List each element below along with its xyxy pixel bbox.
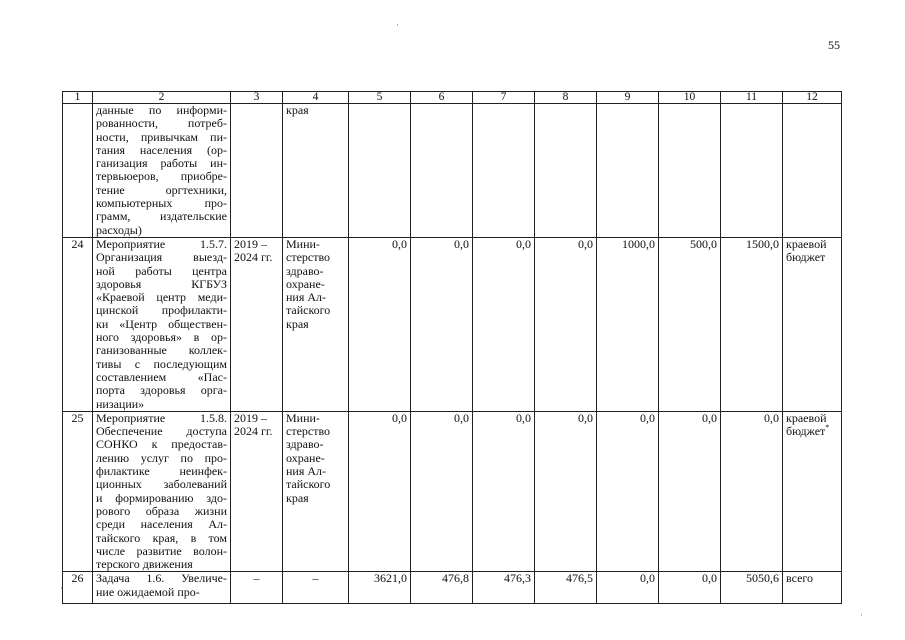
executor-cell-line: охране- (286, 276, 325, 291)
period-cell (231, 411, 283, 572)
column-header-9: 9 (597, 92, 659, 104)
period-cell-line: 2024 гг. (234, 250, 273, 265)
period-cell-line: 2019 – (234, 411, 267, 425)
period-cell-line: – (253, 571, 260, 586)
amount-cell-9: 1000,0 (597, 237, 659, 411)
scan-mark: · (60, 583, 63, 593)
activity-description-line: порта здоровья орга- (96, 383, 227, 398)
amount-cell-8: 476,5 (535, 572, 597, 604)
executor-cell-line: Мини- (286, 411, 320, 425)
activity-description-line: «Краевой центр меди- (96, 290, 227, 305)
amount-cell-11: 5050,6 (721, 572, 783, 604)
activity-description-line: рованности, потреб- (96, 116, 227, 131)
activity-description-line: Задача 1.6. Увеличе- (96, 571, 227, 586)
amount-cell-11: 0,0 (721, 411, 783, 572)
activity-description (93, 237, 231, 411)
funding-source-line: всего (786, 571, 814, 586)
activity-description-line: филактике неинфек- (96, 464, 227, 479)
column-header-11: 11 (721, 92, 783, 104)
funding-source (783, 572, 842, 604)
column-header-12: 12 (783, 92, 842, 104)
table-header-row (63, 92, 842, 104)
funding-source-line: краевой (786, 411, 827, 425)
executor-cell-line: тайского (286, 477, 331, 492)
amount-cell-7 (473, 104, 535, 238)
row-number: 26 (63, 572, 93, 604)
activity-description-line: лению услуг по про- (96, 450, 227, 465)
activity-description-line: среди населения Ал- (96, 517, 227, 532)
executor-cell-line: стерство (286, 424, 331, 439)
executor-cell-line: здраво- (286, 263, 324, 278)
amount-cell-6: 0,0 (411, 411, 473, 572)
table-row (63, 411, 842, 572)
amount-cell-10: 500,0 (659, 237, 721, 411)
table-row (63, 572, 842, 604)
amount-cell-9: 0,0 (597, 572, 659, 604)
column-header-3: 3 (231, 92, 283, 104)
amount-cell-10: 0,0 (659, 411, 721, 572)
period-cell-line: 2019 – (234, 237, 267, 251)
activity-description-line: составлением «Пас- (96, 369, 227, 384)
executor-cell (283, 104, 349, 238)
executor-cell-line: здраво- (286, 437, 324, 452)
activity-description-line: и формированию здо- (96, 490, 227, 505)
activity-description-line: грамм, издательские (96, 209, 227, 224)
activity-description-line: ганизация работы ин- (96, 156, 227, 171)
funding-source (783, 104, 842, 238)
activity-description-line: тервьюеров, приобре- (96, 169, 227, 184)
executor-cell (283, 411, 349, 572)
executor-cell (283, 237, 349, 411)
scan-mark: · (860, 610, 863, 620)
activity-description-line: цинской профилакти- (96, 303, 227, 318)
activity-description-line: Мероприятие 1.5.8. (96, 411, 227, 425)
activity-description-line: СОНКО к предостав- (96, 437, 227, 452)
activity-description (93, 572, 231, 604)
executor-cell-line: охране- (286, 450, 325, 465)
activity-description-line: тивы с последующим (96, 356, 227, 371)
column-header-10: 10 (659, 92, 721, 104)
amount-cell-7: 476,3 (473, 572, 535, 604)
activity-description-line: Обеспечение доступа (96, 424, 227, 439)
period-cell (231, 572, 283, 604)
funding-source (783, 411, 842, 572)
amount-cell-6: 0,0 (411, 237, 473, 411)
executor-cell-line: тайского (286, 303, 331, 318)
activity-description-line: ной работы центра (96, 263, 227, 278)
executor-cell-line: стерство (286, 250, 331, 265)
activity-description (93, 104, 231, 238)
amount-cell-8: 0,0 (535, 237, 597, 411)
activity-description-line: числе развитие волон- (96, 543, 227, 558)
amount-cell-5: 3621,0 (349, 572, 411, 604)
activity-description-line: ности, привычкам пи- (96, 129, 227, 144)
amount-cell-5: 0,0 (349, 237, 411, 411)
activity-description-line: ганизованные коллек- (96, 343, 227, 358)
activity-description (93, 411, 231, 572)
activity-description-line: низации» (96, 396, 145, 411)
row-number (63, 104, 93, 238)
activity-description-line: ки «Центр обществен- (96, 316, 227, 331)
activity-description-line: тания населения (ор- (96, 142, 227, 157)
column-header-5: 5 (349, 92, 411, 104)
column-header-4: 4 (283, 92, 349, 104)
activity-description-line: ние ожидаемой про- (96, 584, 200, 599)
table-row (63, 237, 842, 411)
amount-cell-8: 0,0 (535, 411, 597, 572)
column-header-6: 6 (411, 92, 473, 104)
scan-mark: · (396, 20, 399, 30)
executor-cell-line: – (312, 571, 319, 586)
period-cell (231, 237, 283, 411)
executor-cell-line: ния Ал- (286, 290, 327, 305)
executor-cell-line: Мини- (286, 237, 320, 251)
executor-cell-line: края (286, 490, 309, 505)
column-header-2: 2 (93, 92, 231, 104)
activity-description-line: ного здоровья» в ор- (96, 330, 227, 345)
row-number: 24 (63, 237, 93, 411)
page-number: 55 (828, 38, 840, 52)
period-cell (231, 104, 283, 238)
activity-description-line: расходы) (96, 222, 142, 237)
amount-cell-11 (721, 104, 783, 238)
activity-description-line: здоровья КГБУЗ (96, 276, 227, 291)
activity-description-line: компьютерных про- (96, 196, 227, 211)
amount-cell-11: 1500,0 (721, 237, 783, 411)
amount-cell-6 (411, 104, 473, 238)
funding-source-line: бюджет (786, 250, 826, 265)
amount-cell-6: 476,8 (411, 572, 473, 604)
executor-cell (283, 572, 349, 604)
activity-description-line: терского движения (96, 557, 193, 572)
amount-cell-7: 0,0 (473, 237, 535, 411)
amount-cell-5 (349, 104, 411, 238)
executor-cell-line: края (286, 316, 309, 331)
funding-source-line: краевой (786, 237, 827, 251)
column-header-1: 1 (63, 92, 93, 104)
amount-cell-8 (535, 104, 597, 238)
footnote-mark: * (825, 423, 830, 433)
activity-description-line: тайского края, в том (96, 530, 227, 545)
activity-description-line: данные по информи- (96, 103, 227, 117)
amount-cell-10 (659, 104, 721, 238)
table-row (63, 104, 842, 238)
period-cell-line: 2024 гг. (234, 424, 273, 439)
activity-description-line: Организация выезд- (96, 250, 227, 265)
activity-description-line: Мероприятие 1.5.7. (96, 237, 227, 251)
amount-cell-5: 0,0 (349, 411, 411, 572)
amount-cell-9: 0,0 (597, 411, 659, 572)
budget-table (62, 91, 842, 604)
row-number: 25 (63, 411, 93, 572)
activity-description-line: рового образа жизни (96, 503, 227, 518)
funding-source-line: бюджет* (786, 423, 830, 439)
executor-cell-line: ния Ал- (286, 464, 327, 479)
amount-cell-10: 0,0 (659, 572, 721, 604)
activity-description-line: ционных заболеваний (96, 477, 227, 492)
amount-cell-7: 0,0 (473, 411, 535, 572)
activity-description-line: тение оргтехники, (96, 182, 227, 197)
column-header-8: 8 (535, 92, 597, 104)
amount-cell-9 (597, 104, 659, 238)
funding-source (783, 237, 842, 411)
column-header-7: 7 (473, 92, 535, 104)
executor-cell-line: края (286, 103, 309, 117)
